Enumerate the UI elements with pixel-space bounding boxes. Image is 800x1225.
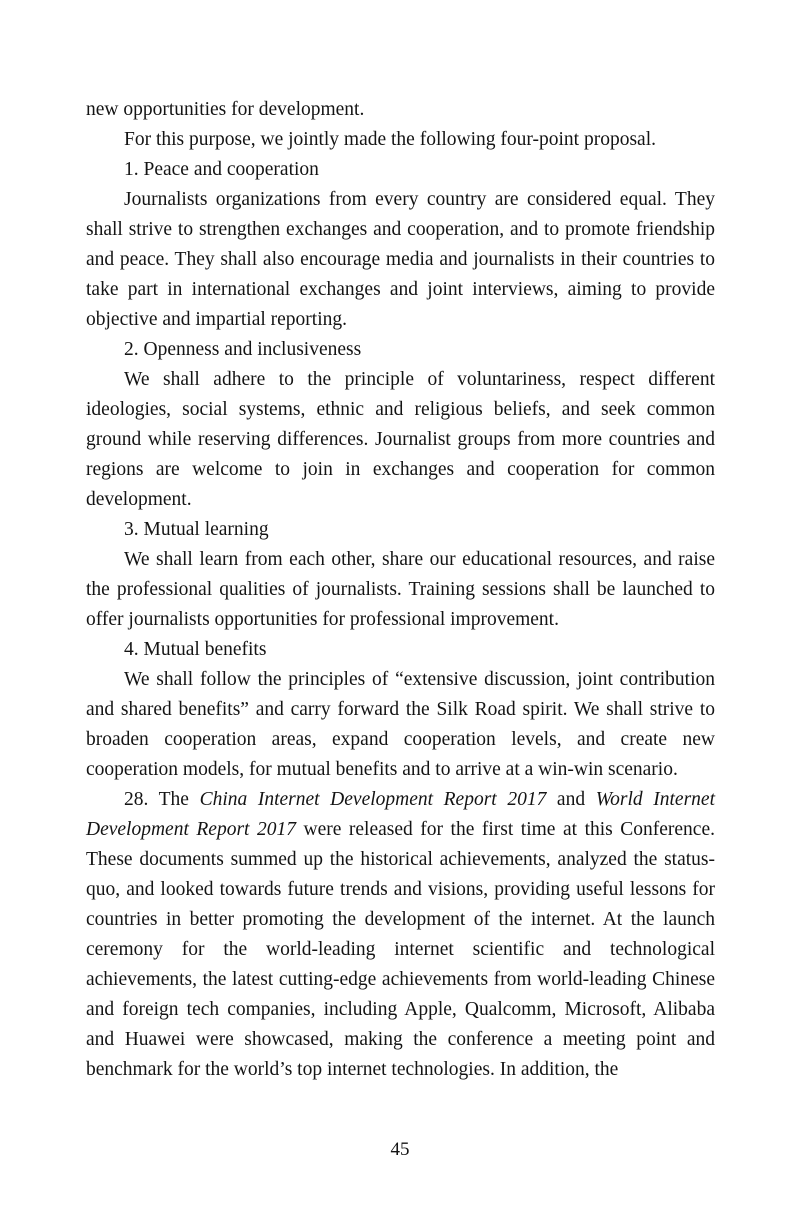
- paragraph-peace-cooperation: Journalists organizations from every country are considered equal. They shall strive to strengthen exchanges and cooperation, and to promote friendship and peace. They shall also encourage media and journalists in their countries to take part in international exchanges and joint interviews, aiming to provide objective and impartial reporting.: [86, 189, 715, 330]
- paragraph-openness-inclusiveness: We shall adhere to the principle of voluntariness, respect different ideologies, social systems, ethnic and religious beliefs, and seek common ground while reserving differences. Journalist groups from more countries and regions are welcome to join in exchanges and cooperation for common development.: [86, 369, 715, 510]
- report-text-part-2: and: [546, 789, 596, 810]
- report-title-china: China Internet Development Report 2017: [199, 789, 547, 810]
- page-body: [86, 95, 715, 1085]
- paragraph-mutual-learning: We shall learn from each other, share our educational resources, and raise the professional qualities of journalists. Training sessions shall be launched to offer journalists opportunities for professional improvement.: [86, 549, 715, 630]
- paragraph-proposal-intro: For this purpose, we jointly made the following four-point proposal.: [124, 129, 656, 150]
- heading-mutual-benefits: 4. Mutual benefits: [124, 639, 267, 660]
- heading-mutual-learning: 3. Mutual learning: [124, 519, 269, 540]
- paragraph-mutual-benefits: We shall follow the principles of “extensive discussion, joint contribution and shared benefits” and carry forward the Silk Road spirit. We shall strive to broaden cooperation areas, expand cooperation levels, and create new cooperation models, for mutual benefits and to arrive at a win-win scenario.: [86, 669, 715, 780]
- paragraph-internet-reports: [86, 785, 715, 1085]
- report-text-part-3: were released for the first time at this Conference. These documents summed up the historical achievements, analyzed the status-quo, and looked towards future trends and visions, providing useful lessons for countries in better promoting the development of the internet. At the launch ceremony for the world-leading internet scientific and technological achievements, the latest cutting-edge achievements from world-leading Chinese and foreign tech companies, including Apple, Qualcomm, Microsoft, Alibaba and Huawei were showcased, making the conference a meeting point and benchmark for the world’s top internet technologies. In addition, the: [86, 819, 715, 1080]
- paragraph-continuation: new opportunities for development.: [86, 99, 365, 120]
- report-title-world: World Internet Development Report 2017: [86, 789, 715, 840]
- report-text-part-1: 28. The: [124, 789, 200, 810]
- heading-openness-inclusiveness: 2. Openness and inclusiveness: [124, 339, 362, 360]
- heading-peace-cooperation: 1. Peace and cooperation: [124, 159, 319, 180]
- page-number: 45: [390, 1139, 410, 1160]
